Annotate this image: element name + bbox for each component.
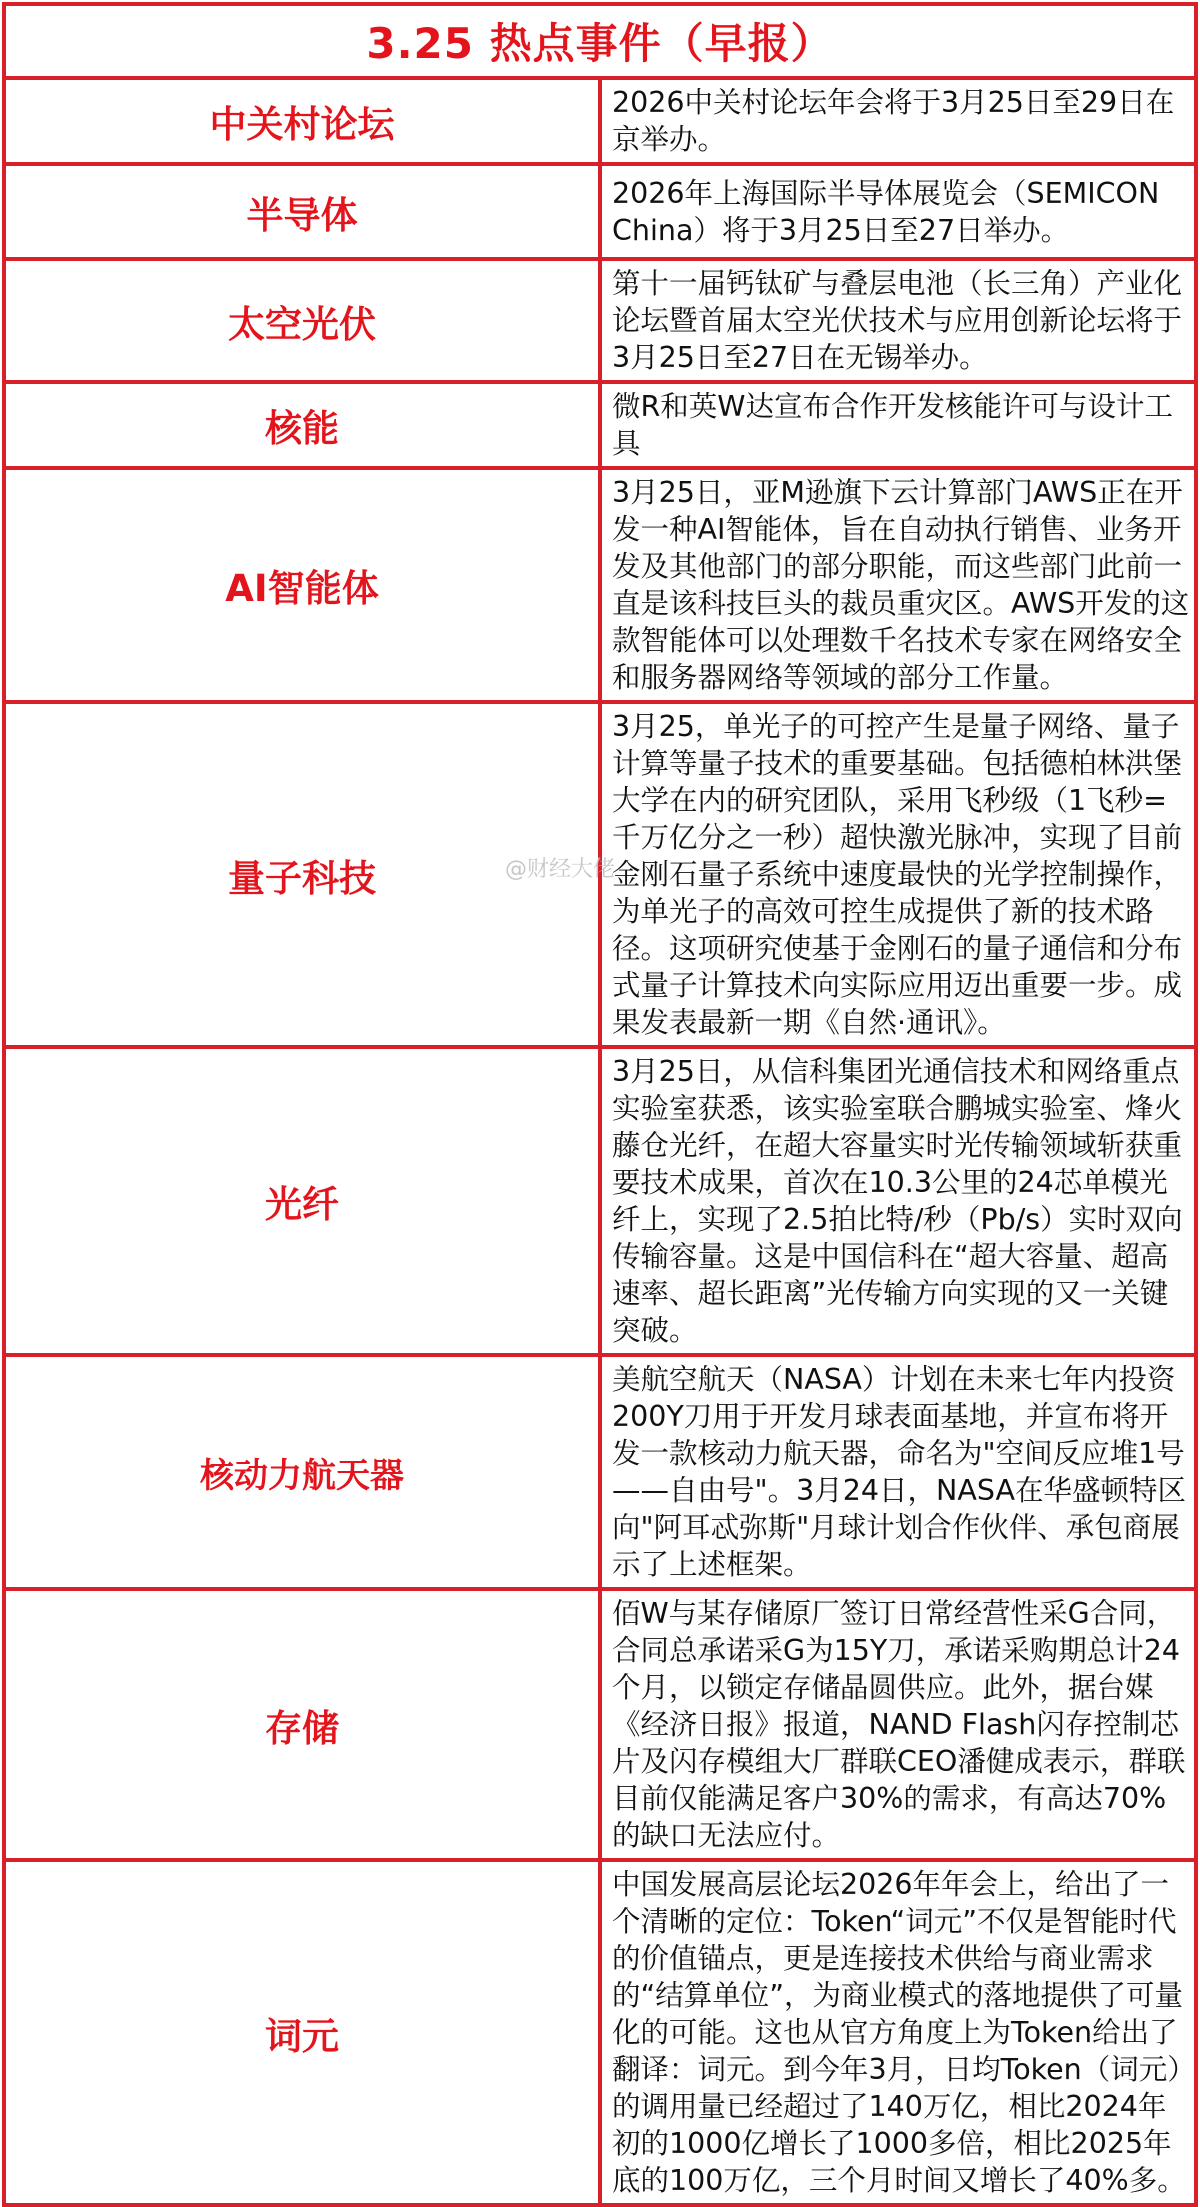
category-label: 量子科技 (228, 856, 376, 900)
events-table (2, 2, 1198, 2207)
content-text: 第十一届钙钛矿与叠层电池（长三角）产业化论坛暨首届太空光伏技术与应用创新论坛将于3月25日至27日在无锡举办。 (612, 267, 1183, 374)
content-cell (600, 1047, 1196, 1355)
watermark: @财经大佬 (505, 857, 616, 882)
table-row (4, 382, 1196, 468)
category-cell (4, 259, 600, 382)
page-title: 3.25 热点事件（早报） (366, 19, 834, 68)
content-cell (600, 382, 1196, 468)
category-label: AI智能体 (225, 567, 379, 610)
content-text: 中国发展高层论坛2026年年会上，给出了一个清晰的定位：Token“词元”不仅是智能时代的价值锚点，更是连接技术供给与商业需求的“结算单位”，为商业模式的落地提供了可量化的可能。这也从官方角度上为Token给出了翻译：词元。到今年3月，日均Token（词元）的调用量已经超过了140万亿，相比2024年初的1000亿增长了1000多倍，相比2025年底的100万亿，三个月时间又增长了40%多。 (612, 1868, 1186, 2197)
content-cell (600, 164, 1196, 259)
category-label: 核动力航天器 (200, 1455, 404, 1496)
category-label: 半导体 (246, 193, 358, 237)
content-text: 3月25日，亚M逊旗下云计算部门AWS正在开发一种AI智能体，旨在自动执行销售、业务开发及其他部门的部分职能，而这些部门此前一直是该科技巨头的裁员重灾区。AWS开发的这款智能体可以处理数千名技术专家在网络安全和服务器网络等领域的部分工作量。 (612, 476, 1190, 694)
category-cell (4, 1589, 600, 1860)
table-row (4, 1355, 1196, 1589)
content-cell (600, 1589, 1196, 1860)
content-text: 佰W与某存储原厂签订日常经营性采G合同，合同总承诺采G为15Y刀，承诺采购期总计24个月，以锁定存储晶圆供应。此外，据台媒《经济日报》报道，NAND Flash闪存控制芯片及闪存模组大厂群联CEO潘健成表示，群联目前仅能满足客户30%的需求，有高达70%的缺口无法应付。 (612, 1597, 1186, 1852)
content-cell (600, 1860, 1196, 2205)
category-label: 光纤 (265, 1183, 339, 1226)
title-cell (4, 4, 1196, 78)
table-row (4, 259, 1196, 382)
category-cell (4, 468, 600, 702)
table-row (4, 1589, 1196, 1860)
content-cell (600, 1355, 1196, 1589)
category-label: 太空光伏 (228, 302, 376, 346)
table-row (4, 702, 1196, 1047)
content-text: 美航空航天（NASA）计划在未来七年内投资200Y刀用于开发月球表面基地，并宣布将开发一款核动力航天器，命名为"空间反应堆1号——自由号"。3月24日，NASA在华盛顿特区向"阿耳忒弥斯"月球计划合作伙伴、承包商展示了上述框架。 (612, 1363, 1186, 1581)
content-cell (600, 702, 1196, 1047)
table-row (4, 1047, 1196, 1355)
category-cell (4, 1355, 600, 1589)
table-row (4, 1860, 1196, 2205)
category-label: 中关村论坛 (209, 103, 395, 146)
category-cell (4, 382, 600, 468)
content-cell (600, 468, 1196, 702)
category-label: 存储 (265, 1706, 339, 1750)
table-row (4, 78, 1196, 164)
category-cell (4, 702, 600, 1047)
content-text: 2026中关村论坛年会将于3月25日至29日在京举办。 (612, 86, 1175, 156)
content-text: 3月25，单光子的可控产生是量子网络、量子计算等量子技术的重要基础。包括德柏林洪堡大学在内的研究团队，采用飞秒级（1飞秒=千万亿分之一秒）超快激光脉冲，实现了目前金刚石量子系统中速度最快的光学控制操作，为单光子的高效可控生成提供了新的技术路径。这项研究使基于金刚石的量子通信和分布式量子计算技术向实际应用迈出重要一步。成果发表最新一期《自然·通讯》。 (612, 710, 1183, 1039)
table-row (4, 468, 1196, 702)
category-label: 核能 (265, 407, 339, 450)
table-row (4, 164, 1196, 259)
category-cell (4, 1047, 600, 1355)
content-cell (600, 78, 1196, 164)
category-cell (4, 1860, 600, 2205)
category-cell (4, 164, 600, 259)
content-text: 3月25日，从信科集团光通信技术和网络重点实验室获悉，该实验室联合鹏城实验室、烽火藤仓光纤，在超大容量实时光传输领域斩获重要技术成果，首次在10.3公里的24芯单模光纤上，实现了2.5拍比特/秒（Pb/s）实时双向传输容量。这是中国信科在“超大容量、超高速率、超长距离”光传输方向实现的又一关键突破。 (612, 1055, 1183, 1347)
category-label: 词元 (265, 2014, 339, 2058)
content-text: 微R和英W达宣布合作开发核能许可与设计工具 (612, 390, 1173, 460)
title-row (4, 4, 1196, 78)
content-cell (600, 259, 1196, 382)
category-cell (4, 78, 600, 164)
content-text: 2026年上海国际半导体展览会（SEMICON China）将于3月25日至27日举办。 (612, 176, 1160, 247)
